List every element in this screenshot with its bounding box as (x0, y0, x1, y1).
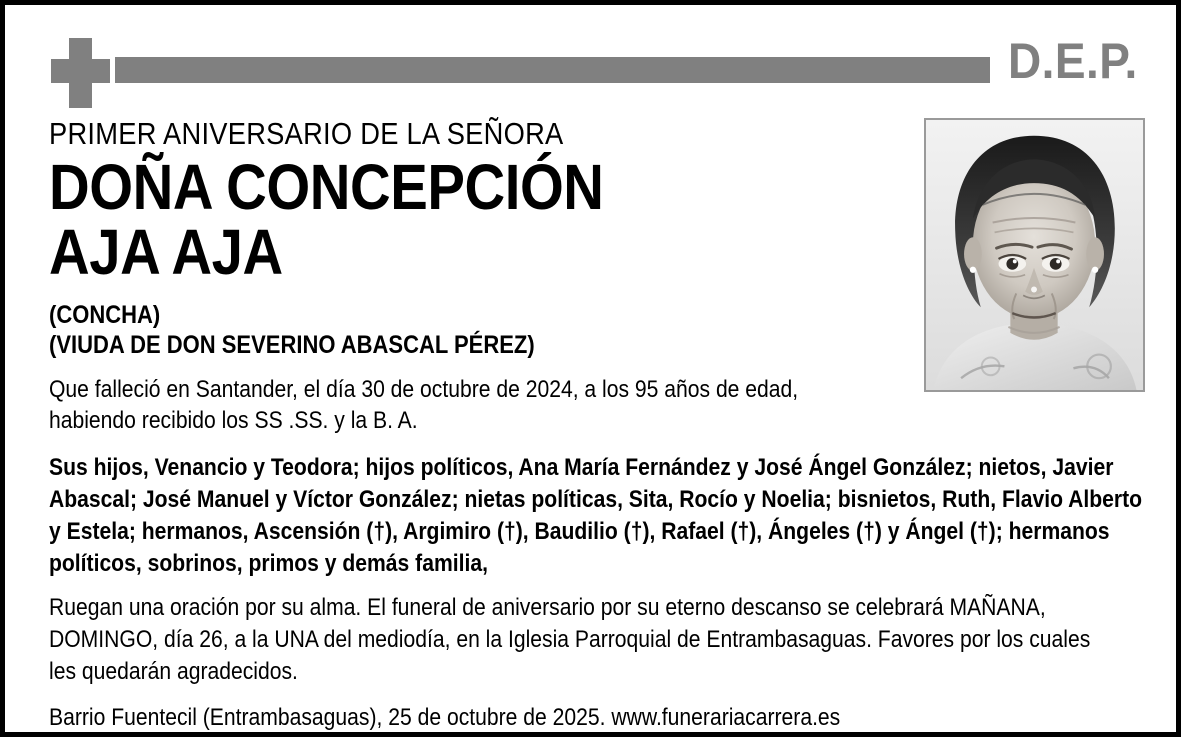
service-line-1: Ruegan una oración por su alma. El funeral de aniversario por su eterno descanso se celebrará MAÑANA, (49, 593, 1046, 621)
family-line-4: políticos, sobrinos, primos y demás familia, (49, 550, 488, 577)
portrait-illustration (926, 120, 1143, 390)
family-line-1: Sus hijos, Venancio y Teodora; hijos políticos, Ana María Fernández y José Ángel González; nietos, Javier (49, 454, 1114, 482)
notice-header-band (5, 5, 1176, 109)
death-info-line-2: habiendo recibido los SS .SS. y la B. A. (49, 407, 418, 435)
cross-horizontal-bar (51, 59, 110, 83)
latin-cross-icon (48, 38, 110, 108)
notice-footer-location-date: Barrio Fuentecil (Entrambasaguas), 25 de octubre de 2025. www.funerariacarrera.es (49, 703, 841, 731)
service-line-2: DOMINGO, día 26, a la UNA del mediodía, en la Iglesia Parroquial de Entrambasaguas. Favores por los cuales (49, 625, 1091, 653)
deceased-name-line-1: DOÑA CONCEPCIÓN (49, 151, 604, 224)
notice-inner-area (5, 5, 1176, 732)
service-line-3: les quedarán agradecidos. (49, 657, 298, 685)
deceased-portrait-photo (924, 118, 1145, 392)
notice-heading-group (49, 117, 904, 361)
alias-group (49, 300, 904, 361)
deceased-name-line-2: AJA AJA (49, 216, 283, 289)
anniversary-eyebrow: PRIMER ANIVERSARIO DE LA SEÑORA (49, 116, 564, 151)
service-paragraph (49, 592, 1141, 688)
family-line-2: Abascal; José Manuel y Víctor González; nietas políticas, Sita, Rocío y Noelia; bisnietos, Ruth, Flavio Alberto (49, 486, 1143, 514)
death-info-line-1: Que falleció en Santander, el día 30 de octubre de 2024, a los 95 años de edad, (49, 375, 799, 403)
deceased-alias: (CONCHA) (49, 300, 161, 329)
deceased-spouse-relation: (VIUDA DE DON SEVERINO ABASCAL PÉREZ) (49, 331, 535, 360)
header-horizontal-rule (115, 57, 990, 83)
dep-abbreviation: D.E.P. (1008, 33, 1138, 89)
family-paragraph (49, 452, 1141, 580)
family-line-3: y Estela; hermanos, Ascensión (†), Argimiro (†), Baudilio (†), Rafael (†), Ángeles (†) y Ángel (†); hermanos (49, 518, 1110, 546)
